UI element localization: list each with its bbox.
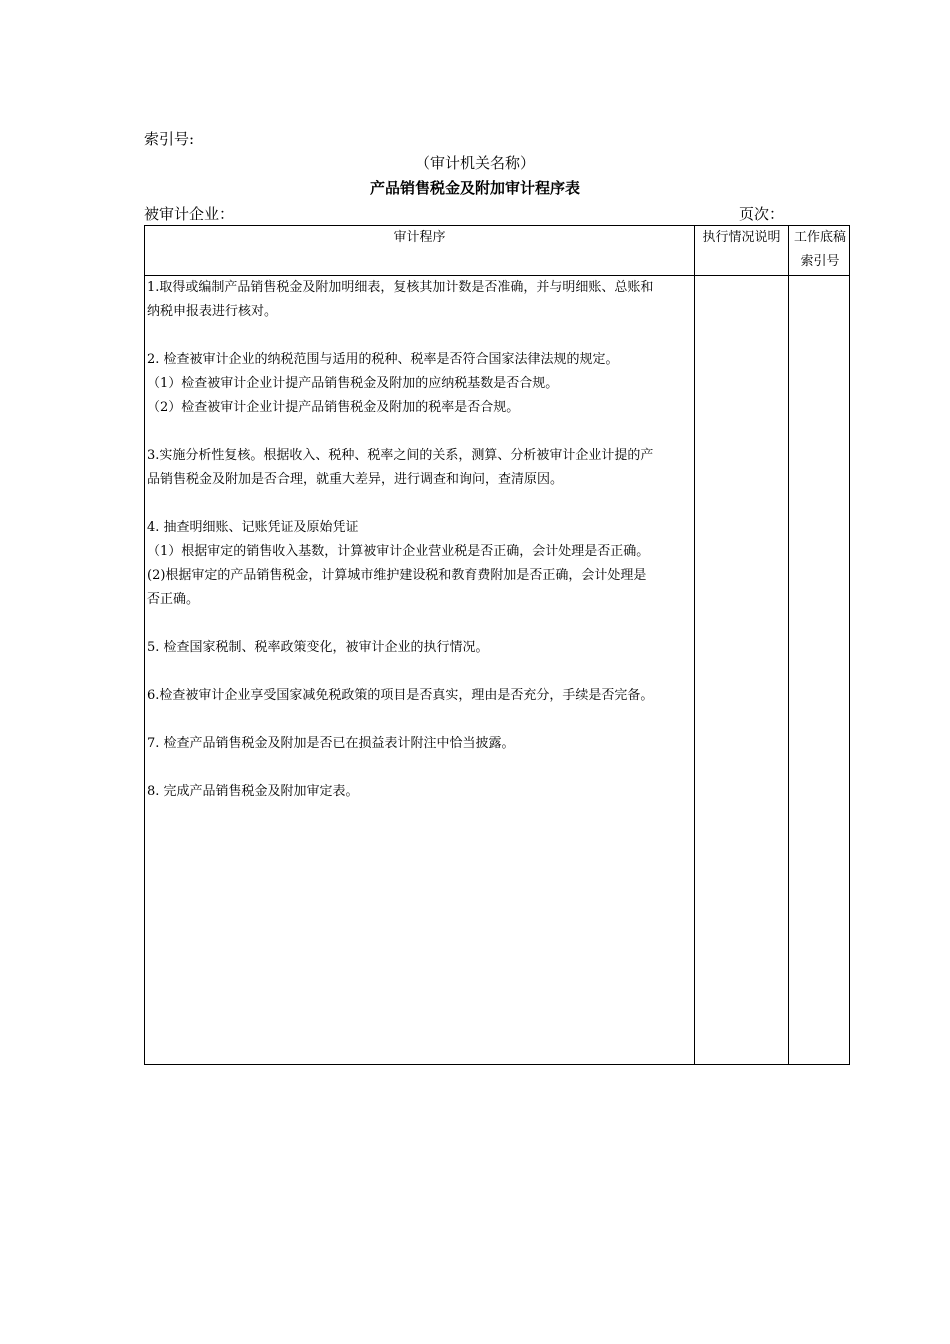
procedure-step bbox=[147, 444, 693, 492]
column-header-reference-line1: 工作底稿 bbox=[793, 230, 846, 245]
index-number-label: 索引号: bbox=[144, 130, 195, 148]
audit-agency-name: （审计机关名称） bbox=[414, 154, 535, 172]
column-header-execution: 执行情况说明 bbox=[702, 230, 781, 245]
step-line: 7. 检查产品销售税金及附加是否已在损益表计附注中恰当披露。 bbox=[147, 736, 515, 751]
column-divider bbox=[694, 226, 695, 1064]
procedure-step bbox=[147, 684, 693, 708]
step-line: (2)根据审定的产品销售税金，计算城市维护建设税和教育费附加是否正确，会计处理是 bbox=[147, 568, 647, 583]
column-header-reference-line2: 索引号 bbox=[800, 254, 840, 269]
procedure-step bbox=[147, 636, 693, 660]
step-line: 3.实施分析性复核。根据收入、税种、税率之间的关系，测算、分析被审计企业计提的产 bbox=[147, 448, 654, 463]
procedure-steps bbox=[147, 276, 693, 804]
column-header-reference bbox=[789, 226, 851, 274]
auditee-label: 被审计企业： bbox=[144, 205, 235, 223]
procedure-step bbox=[147, 516, 693, 612]
column-header-procedure: 审计程序 bbox=[393, 230, 446, 245]
step-line: 1.取得或编制产品销售税金及附加明细表，复核其加计数是否准确，并与明细账、总账和 bbox=[147, 280, 654, 295]
procedure-step bbox=[147, 348, 693, 420]
step-line: 4. 抽查明细账、记账凭证及原始凭证 bbox=[147, 520, 359, 535]
procedure-step bbox=[147, 732, 693, 756]
procedure-step bbox=[147, 276, 693, 324]
procedure-step bbox=[147, 780, 693, 804]
step-line: 品销售税金及附加是否合理，就重大差异，进行调查和询问，查清原因。 bbox=[147, 472, 564, 487]
step-line: 2. 检查被审计企业的纳税范围与适用的税种、税率是否符合国家法律法规的规定。 bbox=[147, 352, 619, 367]
column-divider bbox=[788, 226, 789, 1064]
step-line: 纳税申报表进行核对。 bbox=[147, 304, 278, 319]
step-line: 6.检查被审计企业享受国家减免税政策的项目是否真实，理由是否充分，手续是否完备。 bbox=[147, 688, 654, 703]
audit-procedure-table bbox=[144, 225, 850, 1065]
step-line: 5. 检查国家税制、税率政策变化，被审计企业的执行情况。 bbox=[147, 640, 489, 655]
page-number-label: 页次： bbox=[739, 205, 785, 223]
step-line: 否正确。 bbox=[147, 592, 200, 607]
step-line: 8. 完成产品销售税金及附加审定表。 bbox=[147, 784, 359, 799]
page-title: 产品销售税金及附加审计程序表 bbox=[369, 179, 580, 197]
step-line: （2）检查被审计企业计提产品销售税金及附加的税率是否合规。 bbox=[147, 400, 520, 415]
step-line: （1）根据审定的销售收入基数，计算被审计企业营业税是否正确，会计处理是否正确。 bbox=[147, 544, 650, 559]
step-line: （1）检查被审计企业计提产品销售税金及附加的应纳税基数是否合规。 bbox=[147, 376, 559, 391]
